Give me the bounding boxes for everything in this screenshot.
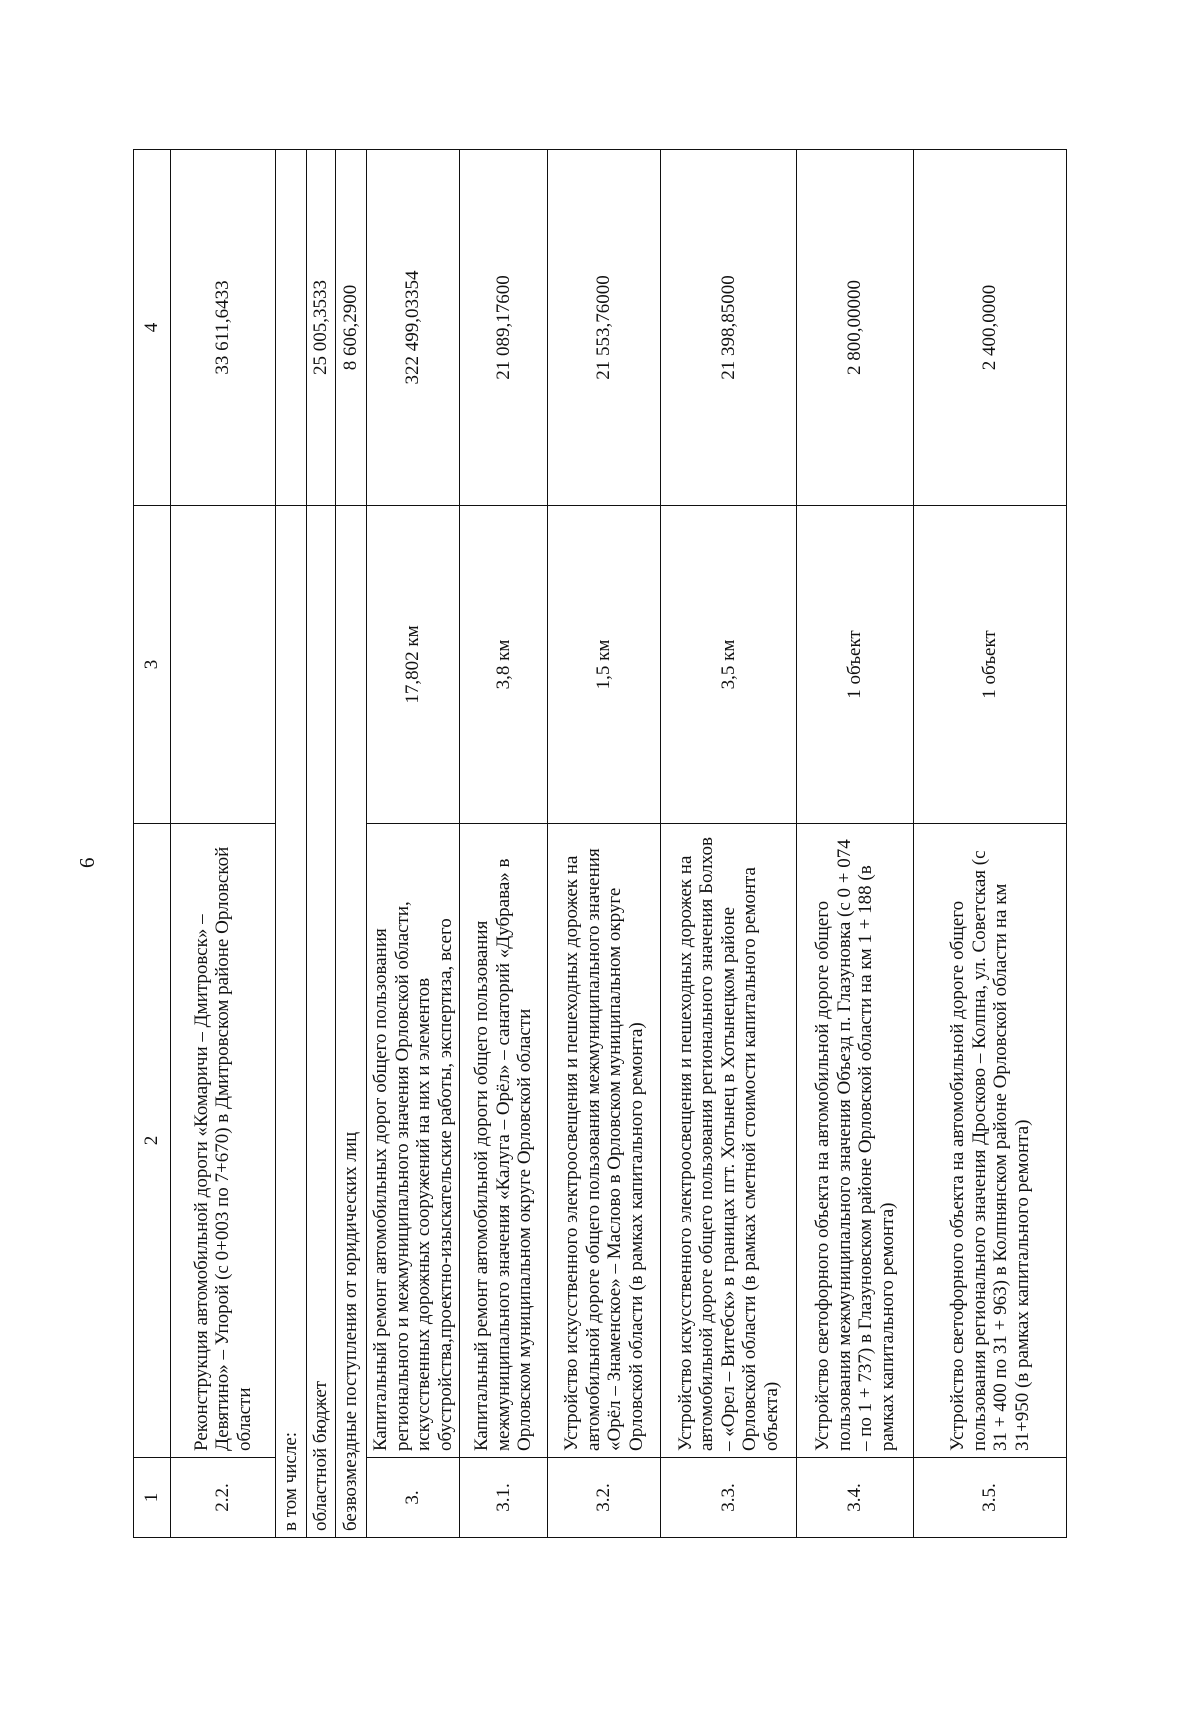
- table-row: [460, 150, 548, 1538]
- table-row: [914, 150, 1067, 1538]
- row-quantity: 3,8 км: [460, 506, 548, 824]
- row-quantity: 1,5 км: [548, 506, 661, 824]
- row-quantity: 3,5 км: [661, 506, 797, 824]
- row-amount: 21 553,76000: [548, 150, 661, 506]
- row-quantity: 1 объект: [914, 506, 1067, 824]
- road-works-table: [133, 149, 1067, 1538]
- row-description: Устройство светофорного объекта на автомобильной дороге общего пользования межмуниципального значения Объезд п. Глазуновка (с 0 + 074 – по 1 + 737) в Глазуновском районе Орловской области на км 1 + 188 (в рамках капитального ремонта): [797, 824, 914, 1458]
- in-total-label: в том числе:: [276, 506, 307, 1538]
- table-row: [171, 150, 276, 1538]
- row-quantity: [171, 506, 276, 824]
- table-row: [367, 150, 460, 1538]
- row-number: 3.5.: [914, 1458, 1067, 1538]
- row-number: 3.4.: [797, 1458, 914, 1538]
- row-description: Устройство искусственного электроосвещения и пешеходных дорожек на автомобильной дороге общего пользования межмуниципального значения «Орёл – Знаменское» – Маслово в Орловском муниципальном округе Орловской области (в рамках капитального ремонта): [548, 824, 661, 1458]
- page-number: 6: [75, 857, 99, 868]
- row-number: 3.2.: [548, 1458, 661, 1538]
- regional-budget-amount: 25 005,3533: [307, 150, 336, 506]
- row-amount: 2 800,00000: [797, 150, 914, 506]
- row-description: Устройство искусственного электроосвещения и пешеходных дорожек на автомобильной дороге общего пользования регионального значения Болхов – «Орел – Витебск» в границах пгт. Хотынец в Хотынецком районе Орловской области (в рамках сметной стоимости капитального ремонта объекта): [661, 824, 797, 1458]
- row-amount: 21 398,85000: [661, 150, 797, 506]
- row-number: 3.1.: [460, 1458, 548, 1538]
- free-receipts-row: [336, 150, 367, 1538]
- regional-budget-row: [307, 150, 336, 1538]
- row-number: 2.2.: [171, 1458, 276, 1538]
- row-number: 3.3.: [661, 1458, 797, 1538]
- row-amount: 322 499,03354: [367, 150, 460, 506]
- row-amount: 2 400,0000: [914, 150, 1067, 506]
- row-amount: 21 089,17600: [460, 150, 548, 506]
- table-row: [661, 150, 797, 1538]
- free-receipts-amount: 8 606,2900: [336, 150, 367, 506]
- regional-budget-label: областной бюджет: [307, 506, 336, 1538]
- row-amount: 33 611,6433: [171, 150, 276, 506]
- header-col-3: 3: [134, 506, 171, 824]
- in-total-empty: [276, 150, 307, 506]
- row-description: Капитальный ремонт автомобильной дороги общего пользования межмуниципального значения «Калуга – Орёл» – санаторий «Дубрава» в Орловском муниципальном округе Орловской области: [460, 824, 548, 1458]
- table-row: [797, 150, 914, 1538]
- row-quantity: 1 объект: [797, 506, 914, 824]
- row-quantity: 17,802 км: [367, 506, 460, 824]
- header-row: [134, 150, 171, 1538]
- subtotal-label-row: [276, 150, 307, 1538]
- row-number: 3.: [367, 1458, 460, 1538]
- row-description: Реконструкция автомобильной дороги «Комаричи – Дмитровск» – Девятино» – Упорой (с 0+003 по 7+670) в Дмитровском районе Орловской области: [171, 824, 276, 1458]
- row-description: Капитальный ремонт автомобильных дорог общего пользования регионального и межмуниципального значения Орловской области, искусственных дорожных сооружений на них и элементов обустройства,проектно-изыскательские работы, экспертиза, всего: [367, 824, 460, 1458]
- row-description: Устройство светофорного объекта на автомобильной дороге общего пользования регионального значения Дросково – Колпна, ул. Советская (с 31 + 400 по 31 + 963) в Колпнянском районе Орловской области на км 31+950 (в рамках капитального ремонта): [914, 824, 1067, 1458]
- table-row: [548, 150, 661, 1538]
- header-col-1: 1: [134, 1458, 171, 1538]
- header-col-2: 2: [134, 824, 171, 1458]
- free-receipts-label: безвозмездные поступления от юридических лиц: [336, 506, 367, 1538]
- header-col-4: 4: [134, 150, 171, 506]
